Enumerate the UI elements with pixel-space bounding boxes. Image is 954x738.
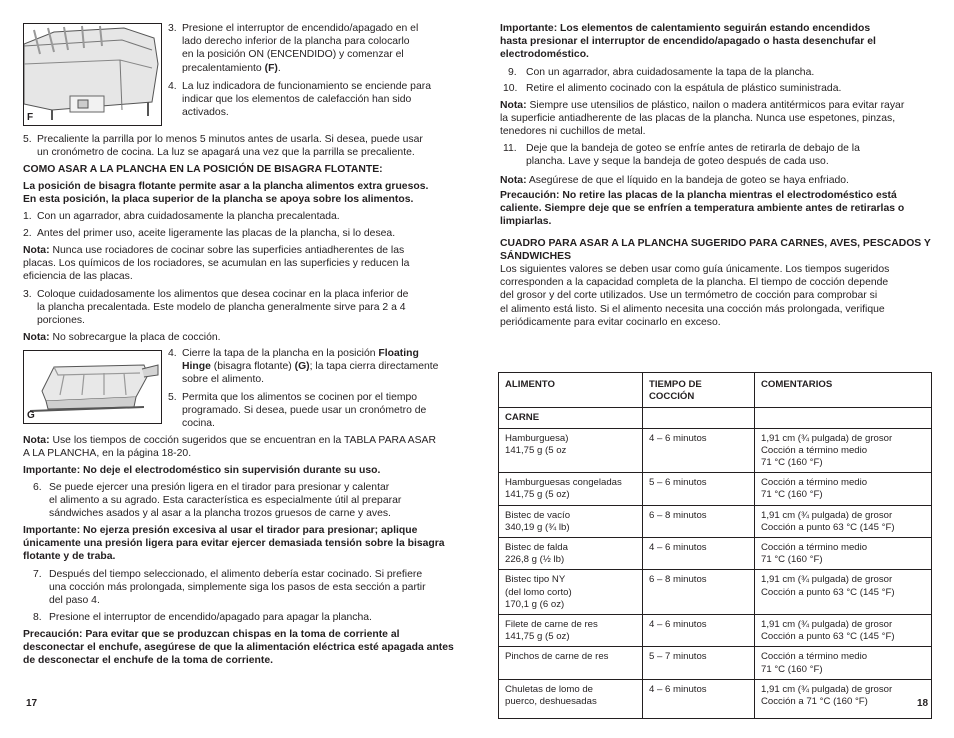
important-text: flotante y de traba. <box>23 551 116 563</box>
cell-food <box>499 647 643 679</box>
figure-g <box>23 350 162 424</box>
step-text: . <box>277 62 281 74</box>
important-text: electrodoméstico. <box>500 49 589 61</box>
step-number: 4. <box>168 348 177 359</box>
important-text: únicamente una presión ligera para evitar ejercer demasiada tensión sobre la bisagra <box>23 538 445 550</box>
table-filler-row <box>499 711 932 719</box>
cell-line: 141,75 g (5 oz <box>505 444 567 456</box>
cell-line: Cocción a término medio <box>761 651 868 663</box>
step-number: 11. <box>503 143 517 154</box>
step-text: Coloque cuidadosamente los alimentos que desea cocinar en la placa inferior de <box>37 289 409 300</box>
note-label: Nota: <box>500 100 527 111</box>
note-text: Use los tiempos de cocción sugeridos que se encuentran en la TABLA PARA ASAR <box>49 435 436 446</box>
cell-line: Cocción a 71 °C (160 °F) <box>761 696 868 708</box>
figure-f-label: F <box>27 111 34 123</box>
table-row <box>499 615 932 647</box>
grill-side-illustration <box>24 24 161 125</box>
note-times <box>23 434 436 460</box>
step-text: Después del tiempo seleccionado, el alimento debería estar cocinado. Si prefiere <box>49 569 423 580</box>
step-1 <box>23 210 463 224</box>
step-5-cook <box>168 391 468 433</box>
filler-cell <box>755 711 932 719</box>
cell-line: Cocción a término medio <box>761 477 868 489</box>
step-text: Presione el interruptor de encendido/apagado para apagar la plancha. <box>49 612 372 623</box>
step-number: 3. <box>23 289 32 300</box>
cell-comments <box>755 473 932 505</box>
step-text: sobre el alimento. <box>182 374 265 386</box>
table-header-row <box>499 373 932 408</box>
step-text: Retire el alimento cocinado con la espátula de plástico suministrada. <box>526 83 842 94</box>
step-number: 3. <box>168 23 177 34</box>
note-overload <box>23 331 221 344</box>
figure-ref: (F) <box>264 62 278 74</box>
step-text: ; la tapa cierra directamente <box>309 361 439 373</box>
column-header-food: ALIMENTO <box>499 373 643 408</box>
step-number: 10. <box>503 83 518 94</box>
cell-food <box>499 505 643 537</box>
category-empty <box>643 408 755 428</box>
step-text: (bisagra flotante) <box>210 361 295 373</box>
step-7 <box>33 568 463 610</box>
cell-line: 226,8 g (½ lb) <box>505 554 565 566</box>
category-empty <box>755 408 932 428</box>
cell-line: 1,91 cm (¾ pulgada) de grosor <box>761 509 893 521</box>
cell-line: 71 °C (160 °F) <box>761 457 823 469</box>
step-4 <box>168 80 468 122</box>
step-number: 2. <box>23 228 32 239</box>
grilling-chart-table <box>498 372 932 719</box>
cell-time: 4 – 6 minutos <box>643 428 755 473</box>
step-text: Con un agarrador, abra cuidadosamente la tapa de la plancha. <box>526 67 815 78</box>
note-text: Asegúrese de que el líquido en la bandeja de goteo se haya enfriado. <box>526 175 849 186</box>
page-number-right: 18 <box>917 697 929 709</box>
cell-line: Cocción a término medio <box>761 542 868 554</box>
cell-food <box>499 473 643 505</box>
caution-text: limpiarlas. <box>500 216 552 228</box>
step-text: una cocción más prolongada, simplemente siga los pasos de esta sección a partir <box>49 582 426 594</box>
caution-text: caliente. Siempre deje que se enfríen a temperatura ambiente antes de retirarlas o <box>500 203 905 215</box>
step-text: lado derecho inferior de la plancha para colocarlo <box>182 36 410 48</box>
cell-food <box>499 570 643 615</box>
step-9 <box>508 66 928 80</box>
table-body <box>499 408 932 719</box>
cell-line: 71 °C (160 °F) <box>761 663 823 675</box>
step-number: 9. <box>508 67 517 78</box>
note-text: A LA PLANCHA, en la página 18-20. <box>23 448 192 460</box>
caution-unplug <box>23 628 454 668</box>
important-pressure <box>23 524 445 564</box>
cell-time: 4 – 6 minutos <box>643 615 755 647</box>
step-number: 8. <box>33 612 42 623</box>
cell-time: 6 – 8 minutos <box>643 505 755 537</box>
chart-heading <box>500 237 931 263</box>
chart-intro-line: corresponden a la capacidad completa de la plancha. El tiempo de cocción depende <box>500 277 889 289</box>
cell-food <box>499 428 643 473</box>
step-text-bold: Hinge <box>182 361 211 373</box>
cell-line: 71 °C (160 °F) <box>761 554 823 566</box>
cell-line: 1,91 cm (¾ pulgada) de grosor <box>761 683 893 695</box>
step-text: precalentamiento <box>182 62 265 74</box>
caution-text: de desconectar el enchufe de la toma de corriente. <box>23 655 274 667</box>
cell-time: 4 – 6 minutos <box>643 538 755 570</box>
step-2 <box>23 227 463 241</box>
step-3-place-food <box>23 288 463 330</box>
step-number: 5. <box>23 134 32 145</box>
cell-comments <box>755 679 932 711</box>
chart-intro <box>500 263 889 329</box>
step-3 <box>168 22 468 78</box>
step-4-close-lid <box>168 347 468 389</box>
grill-floating-hinge-illustration <box>24 351 161 423</box>
table-row <box>499 473 932 505</box>
cell-time: 4 – 6 minutos <box>643 679 755 711</box>
step-number: 7. <box>33 569 42 580</box>
cell-comments <box>755 505 932 537</box>
note-label: Nota: <box>500 175 527 186</box>
cell-line: Bistec tipo NY <box>505 574 566 586</box>
important-heating <box>500 22 876 62</box>
cell-line: Bistec de falda <box>505 542 568 554</box>
cell-line: Pinchos de carne de res <box>505 651 609 663</box>
page-number-left: 17 <box>26 697 38 709</box>
category-row <box>499 408 932 428</box>
note-text: Siempre use utensilios de plástico, nailon o madera antitérmicos para evitar rayar <box>526 100 905 111</box>
chart-heading-line: SÁNDWICHES <box>500 251 572 263</box>
step-text: programado. Si desea, puede usar un cronómetro de <box>182 405 427 417</box>
column-header-time: TIEMPO DE COCCIÓN <box>643 373 755 408</box>
important-supervision: Importante: No deje el electrodoméstico sin supervisión durante su uso. <box>23 465 381 476</box>
important-text: Importante: Los elementos de calentamiento seguirán estando encendidos <box>500 23 871 34</box>
step-text-bold: Floating <box>378 348 419 359</box>
table-row <box>499 679 932 711</box>
figure-f <box>23 23 162 126</box>
table-row <box>499 505 932 537</box>
caution-text: Precaución: Para evitar que se produzcan chispas en la toma de corriente al <box>23 629 400 640</box>
intro-paragraph <box>23 180 428 206</box>
cell-line: Filete de carne de res <box>505 619 598 631</box>
note-text: Nunca use rociadores de cocinar sobre las superficies antiadherentes de las <box>49 245 405 256</box>
figure-g-label: G <box>27 409 35 421</box>
step-text: La luz indicadora de funcionamiento se enciende para <box>182 81 431 92</box>
step-text: Permita que los alimentos se cocinen por el tiempo <box>182 392 418 403</box>
cell-food <box>499 615 643 647</box>
step-text: un cronómetro de cocina. La luz se apagará una vez que la parrilla se precaliente. <box>37 147 415 159</box>
cell-line: Cocción a punto 63 °C (145 °F) <box>761 631 895 643</box>
step-6 <box>33 481 463 523</box>
filler-cell <box>499 711 643 719</box>
cell-time: 5 – 7 minutos <box>643 647 755 679</box>
note-text: No sobrecargue la placa de cocción. <box>49 332 221 343</box>
cell-line: 1,91 cm (¾ pulgada) de grosor <box>761 574 893 586</box>
step-10 <box>503 82 923 96</box>
filler-cell <box>643 711 755 719</box>
step-text: Con un agarrador, abra cuidadosamente la plancha precalentada. <box>37 211 340 222</box>
step-text: sándwiches asados y al asar a la plancha trozos gruesos de carne y aves. <box>49 508 391 520</box>
caution-plates <box>500 189 904 229</box>
cell-line: Chuletas de lomo de <box>505 683 593 695</box>
step-text: del paso 4. <box>49 595 100 607</box>
step-number: 6. <box>33 482 42 493</box>
cell-line: (del lomo corto) <box>505 586 572 598</box>
section-heading: COMO ASAR A LA PLANCHA EN LA POSICIÓN DE BISAGRA FLOTANTE: <box>23 164 383 175</box>
step-text: porciones. <box>37 315 85 327</box>
cell-line: 340,19 g (¾ lb) <box>505 521 570 533</box>
intro-line: En esta posición, la placa superior de la plancha se apoya sobre los alimentos. <box>23 194 414 206</box>
chart-intro-line: Los siguientes valores se deben usar como guía únicamente. Los tiempos sugeridos <box>500 264 890 275</box>
step-text: Cierre la tapa de la plancha en la posición <box>182 348 379 359</box>
step-5-preheat <box>23 133 463 161</box>
step-11 <box>503 142 923 170</box>
step-text: indicar que los elementos de calefacción han sido <box>182 94 412 106</box>
note-label: Nota: <box>23 332 50 343</box>
cell-line: 1,91 cm (¾ pulgada) de grosor <box>761 432 893 444</box>
step-text: Precaliente la parrilla por lo menos 5 minutos antes de usarla. Si desea, puede usar <box>37 134 423 145</box>
step-text: activados. <box>182 107 229 119</box>
cell-line: 141,75 g (5 oz) <box>505 489 570 501</box>
cell-line: 141,75 g (5 oz) <box>505 631 570 643</box>
note-sprays <box>23 244 409 284</box>
caution-text: desconectar el enchufe, asegúrese de que la alimentación eléctrica esté apagada antes <box>23 642 454 654</box>
chart-intro-line: del grosor y del corte utilizados. Use un termómetro de cocción para comprobar si <box>500 290 878 302</box>
cell-line: 1,91 cm (¾ pulgada) de grosor <box>761 619 893 631</box>
figure-ref: (G) <box>294 361 310 373</box>
note-text: tenedores ni cuchillos de metal. <box>500 126 646 138</box>
cell-comments <box>755 538 932 570</box>
cell-comments <box>755 428 932 473</box>
cell-line: Cocción a término medio <box>761 444 868 456</box>
step-8 <box>33 611 463 625</box>
step-text: Antes del primer uso, aceite ligeramente las placas de la plancha, si lo desea. <box>37 228 396 239</box>
note-label: Nota: <box>23 245 50 256</box>
table-row <box>499 428 932 473</box>
note-text: eficiencia de las placas. <box>23 271 133 283</box>
step-number: 1. <box>23 211 32 222</box>
chart-intro-line: el alimento está listo. Si el alimento necesita una cocción más prolongada, verifique <box>500 303 885 315</box>
note-utensils <box>500 99 904 139</box>
chart-intro-line: periódicamente para evitar cocinarlo en exceso. <box>500 316 721 328</box>
step-text: en la posición ON (ENCENDIDO) y comenzar el <box>182 49 404 61</box>
cell-line: 71 °C (160 °F) <box>761 489 823 501</box>
cell-comments <box>755 647 932 679</box>
step-number: 4. <box>168 81 177 92</box>
table-row <box>499 538 932 570</box>
step-text: plancha. Lave y seque la bandeja de goteo después de cada uso. <box>526 156 829 168</box>
note-text: la superficie antiadherente de las placas de la plancha. Nunca use espetones, pinzas, <box>500 113 896 125</box>
step-text: Se puede ejercer una presión ligera en el tirador para presionar y calentar <box>49 482 390 493</box>
cell-comments <box>755 570 932 615</box>
intro-line: La posición de bisagra flotante permite asar a la plancha alimentos extra gruesos. <box>23 181 429 192</box>
table-row <box>499 647 932 679</box>
cell-food <box>499 538 643 570</box>
step-text: Presione el interruptor de encendido/apagado en el <box>182 23 419 34</box>
cell-time: 5 – 6 minutos <box>643 473 755 505</box>
step-text: la plancha precalentada. Este modelo de plancha generalmente sirve para 2 a 4 <box>37 302 406 314</box>
important-text: hasta presionar el interruptor de encendido/apagado o hasta desenchufar el <box>500 36 876 48</box>
cell-food <box>499 679 643 711</box>
cell-line: 170,1 g (6 oz) <box>505 598 565 610</box>
column-header-comments: COMENTARIOS <box>755 373 932 408</box>
cell-line: Cocción a punto 63 °C (145 °F) <box>761 521 895 533</box>
note-label: Nota: <box>23 435 50 446</box>
note-drip-tray <box>500 174 849 187</box>
cell-line: Hamburguesas congeladas <box>505 477 622 489</box>
category-label: CARNE <box>499 408 643 428</box>
step-text: Deje que la bandeja de goteo se enfríe antes de retirarla de debajo de la <box>526 143 860 154</box>
step-number: 5. <box>168 392 177 403</box>
cell-time: 6 – 8 minutos <box>643 570 755 615</box>
cell-line: Hamburguesa) <box>505 432 569 444</box>
table-row <box>499 570 932 615</box>
cell-comments <box>755 615 932 647</box>
cell-line: puerco, deshuesadas <box>505 696 597 708</box>
chart-heading-line: CUADRO PARA ASAR A LA PLANCHA SUGERIDO PARA CARNES, AVES, PESCADOS Y <box>500 238 931 249</box>
caution-text: Precaución: No retire las placas de la plancha mientras el electrodoméstico está <box>500 190 897 201</box>
cell-line: Cocción a punto 63 °C (145 °F) <box>761 586 895 598</box>
step-text: cocina. <box>182 418 215 430</box>
cell-line: Bistec de vacío <box>505 509 571 521</box>
important-text: Importante: No ejerza presión excesiva al usar el tirador para presionar; aplique <box>23 525 418 536</box>
note-text: placas. Los químicos de los rociadores, se acumulan en las superficies y reducen la <box>23 258 410 270</box>
step-text: el alimento a su agrado. Esta característica es especialmente útil al preparar <box>49 495 402 507</box>
